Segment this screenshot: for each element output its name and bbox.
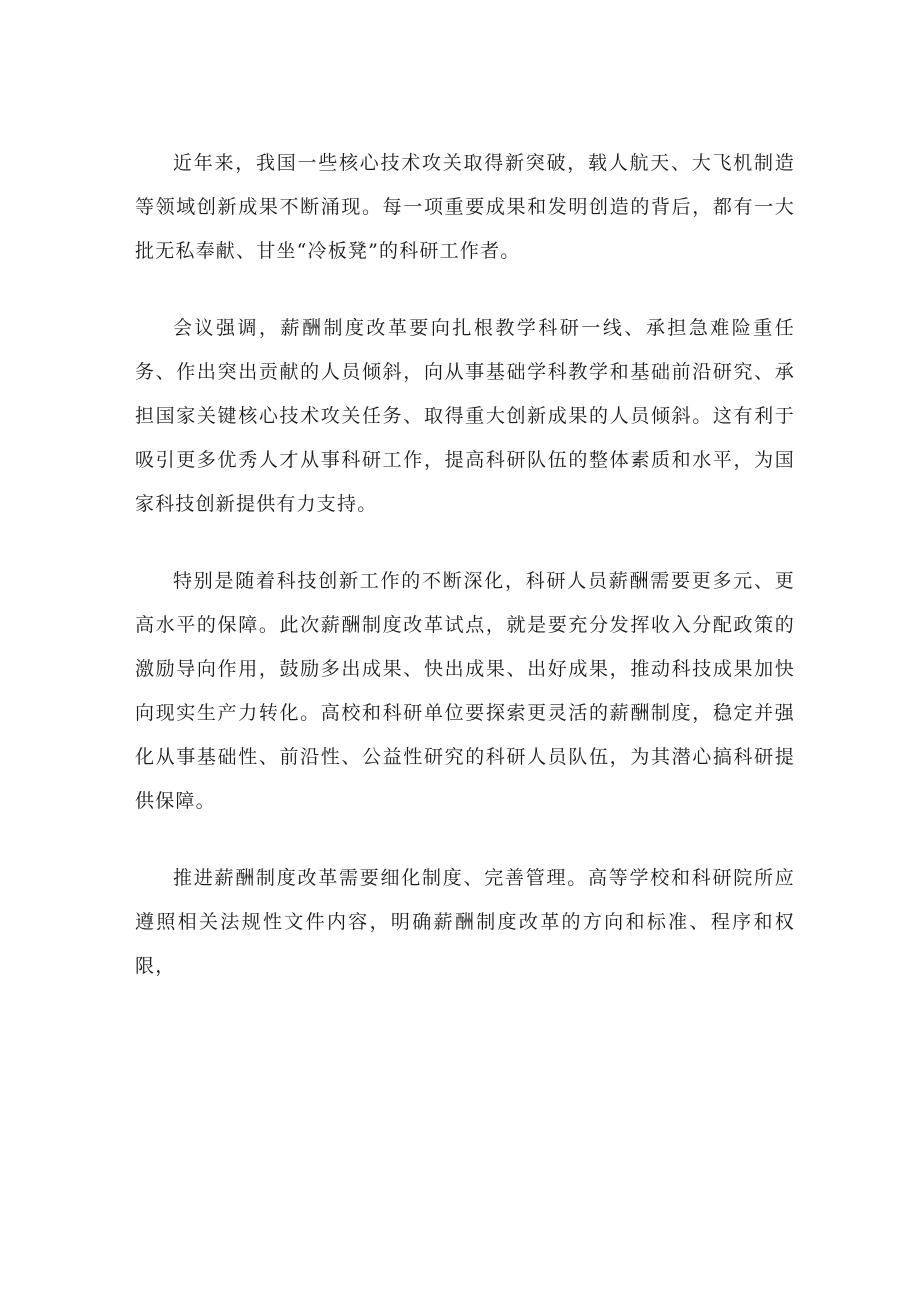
paragraph-2: 会议强调，薪酬制度改革要向扎根教学科研一线、承担急难险重任务、作出突出贡献的人员倾斜，向从事基础学科教学和基础前沿研究、承担国家关键核心技术攻关任务、取得重大创新成果的人员倾斜。这有利于吸引更多优秀人才从事科研工作，提高科研队伍的整体素质和水平，为国家科技创新提供有力支持。 (135, 317, 795, 515)
paragraph-1: 近年来，我国一些核心技术攻关取得新突破，载人航天、大飞机制造等领域创新成果不断涌现。每一项重要成果和发明创造的背后，都有一大批无私奉献、甘坐“冷板凳”的科研工作者。 (135, 152, 795, 262)
paragraph-3: 特别是随着科技创新工作的不断深化，科研人员薪酬需要更多元、更高水平的保障。此次薪酬制度改革试点，就是要充分发挥收入分配政策的激励导向作用，鼓励多出成果、快出成果、出好成果，推动科技成果加快向现实生产力转化。高校和科研单位要探索更灵活的薪酬制度，稳定并强化从事基础性、前沿性、公益性研究的科研人员队伍，为其潜心搞科研提供保障。 (135, 570, 795, 812)
paragraph-4: 推进薪酬制度改革需要细化制度、完善管理。高等学校和科研院所应遵照相关法规性文件内容，明确薪酬制度改革的方向和标准、程序和权限， (135, 867, 795, 977)
document-body (135, 141, 795, 1021)
